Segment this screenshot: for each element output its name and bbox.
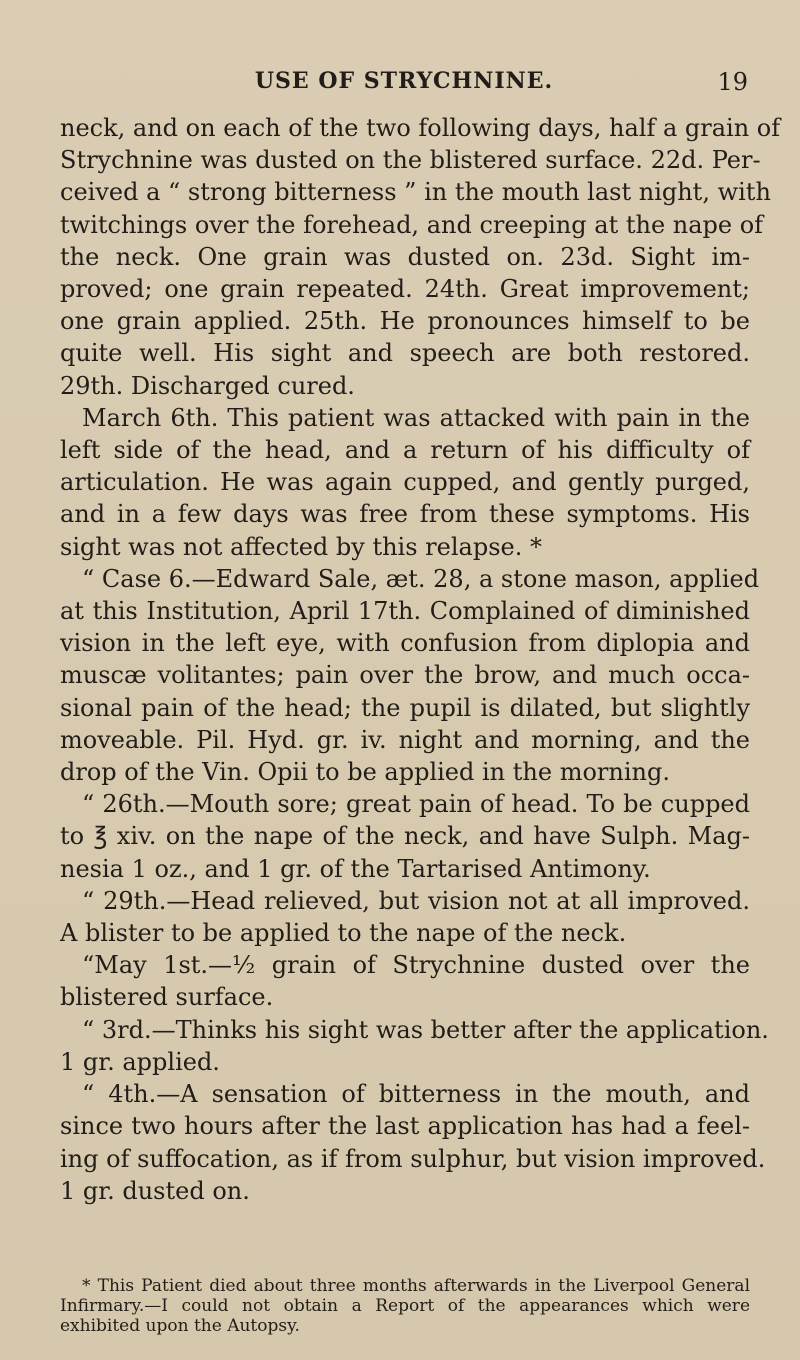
footnote [60,1276,750,1336]
body-text-line: drop of the Vin. Opii to be applied in the morning. [60,758,670,787]
body-text-line: “ 26th.—Mouth sore; great pain of head. To be cupped [82,790,750,819]
body-text-line: Strychnine was dusted on the blistered surface. 22d. Per- [60,146,761,175]
body-text-line: A blister to be applied to the nape of the neck. [60,919,627,948]
body-text-line: “ 29th.—Head relieved, but vision not at all improved. [82,886,750,915]
body-text-line: “ 3rd.—Thinks his sight was better after the application. [82,1015,769,1044]
body-text-line: left side of the head, and a return of his difficulty of [60,436,750,465]
body-text-line: blistered surface. [60,983,274,1012]
footnote-line: exhibited upon the Autopsy. [60,1316,300,1336]
body-text-line: “ Case 6.—Edward Sale, æt. 28, a stone mason, applied [82,564,760,593]
body-text-line: and in a few days was free from these symptoms. His [60,500,750,529]
body-text-line: proved; one grain repeated. 24th. Great improvement; [60,275,750,304]
body-text-line: nesia 1 oz., and 1 gr. of the Tartarised Antimony. [60,854,651,883]
body-text-line: since two hours after the last application has had a feel- [60,1112,750,1141]
body-text-line: ceived a “ strong bitterness ” in the mouth last night, with [60,178,771,207]
body-text-line: “May 1st.—½ grain of Strychnine dusted over the [82,951,750,980]
page-number: 19 [717,68,748,96]
body-text-line: “ 4th.—A sensation of bitterness in the mouth, and [82,1080,750,1109]
body-text-line: muscæ volitantes; pain over the brow, and much occa- [60,661,750,690]
footnote-line: * This Patient died about three months afterwards in the Liverpool General [82,1276,750,1296]
body-text-line: the neck. One grain was dusted on. 23d. Sight im- [60,242,750,271]
body-text-line: sional pain of the head; the pupil is dilated, but slightly [60,693,750,722]
body-text-line: vision in the left eye, with confusion from diplopia and [60,629,750,658]
body-text-line: ing of suffocation, as if from sulphur, but vision improved. [60,1144,766,1173]
body-text-line: neck, and on each of the two following days, half a grain of [60,114,781,142]
body-text-line: twitchings over the forehead, and creeping at the nape of [60,210,764,239]
body-text-line: to ℥ xiv. on the nape of the neck, and have Sulph. Mag- [60,822,750,851]
running-head-title: USE OF STRYCHNINE. [254,68,554,94]
body-text-line: March 6th. This patient was attacked with pain in the [82,403,750,432]
body-text-line: articulation. He was again cupped, and gently purged, [60,468,750,497]
body-text-line: at this Institution, April 17th. Complained of diminished [60,597,750,626]
body-text-line: 1 gr. dusted on. [60,1176,250,1205]
body-text-line: sight was not affected by this relapse. * [60,532,542,561]
running-head [60,68,748,98]
body-text-line: quite well. His sight and speech are both restored. [60,339,750,368]
body-text [60,112,781,1207]
body-text-line: 1 gr. applied. [60,1047,220,1076]
footnote-line: Infirmary.—I could not obtain a Report of the appearances which were [60,1296,750,1316]
body-text-line: moveable. Pil. Hyd. gr. iv. night and morning, and the [60,725,750,754]
body-text-line: one grain applied. 25th. He pronounces himself to be [60,307,750,336]
body-text-line: 29th. Discharged cured. [60,371,355,400]
